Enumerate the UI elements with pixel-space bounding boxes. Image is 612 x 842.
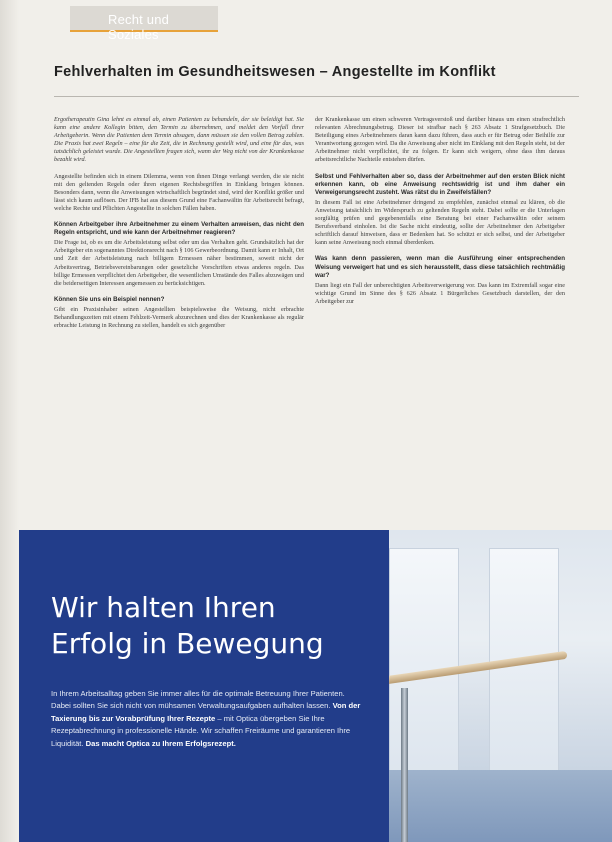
ad-body-plain: – mit Optica übergeben Sie Ihre Rezeptabrechnung in professionelle Hände. Wir schaffen Freiräume und garantieren Ihre Liquidität. [51, 713, 351, 748]
interview-question: Selbst und Fehlverhalten aber so, dass der Arbeitnehmer auf den ersten Blick nicht erkennen kann, ob eine Anweisung rechtswidrig ist und ihm daher ein Verweigerungsrecht zusteht. Was rätst du in Zweifelsfällen? [315, 172, 565, 196]
ad-body-plain: In Ihrem Arbeitsalltag geben Sie immer alles für die optimale Betreuung Ihrer Patienten. Dabei sollten Sie sich nicht von mühsamen Verwaltungsaufgaben aufhalten lassen. [51, 689, 345, 711]
article-title: Fehlverhalten im Gesundheitswesen – Angestellte im Konflikt [54, 64, 496, 80]
photo-window [389, 548, 459, 778]
ad-body-text [51, 688, 361, 750]
ad-headline [51, 590, 381, 662]
ad-body-bold: Von der Taxierung bis zur Vorabprüfung Ihrer Rezepte [51, 701, 361, 723]
section-label: Recht und Soziales [108, 12, 170, 42]
photo-floor [359, 770, 612, 842]
ad-headline-line: Wir halten Ihren [51, 591, 276, 624]
ad-body-bold: Das macht Optica zu Ihrem Erfolgsrezept. [85, 738, 236, 748]
ad-photo-therapy-room [359, 530, 612, 842]
advertisement [19, 530, 612, 842]
article-paragraph: Angestellte befinden sich in einem Dilemma, wenn von ihnen Dinge verlangt werden, die sie nicht mit den geltenden Regeln oder ihren eigenen Rechtsbegriffen in Einklang bringen können. Besonders dann, wenn die Anweisungen wirtschaftlich begründet sind, wird der Konflikt größer und lässt sich kaum auflösen. Der IFB hat aus diesem Grund eine Fachanwältin für Arbeitsrecht befragt, welche Rechte und Pflichten Angestellte in solchen Fällen haben. [54, 172, 304, 212]
interview-question: Was kann denn passieren, wenn man die Ausführung einer entsprechenden Weisung verweigert hat und es sich herausstellt, dass diese tatsächlich rechtmäßig war? [315, 255, 565, 279]
section-tab [70, 6, 218, 42]
interview-question: Können Sie uns ein Beispiel nennen? [54, 295, 165, 303]
article-paragraph: In diesem Fall ist eine Arbeitnehmer dringend zu empfehlen, zunächst einmal zu klären, ob die Anweisung tatsächlich im Widerspruch zu geltenden Regeln steht. Dabei sollte er die Unterlagen sorgfältig prüfen und gegebenenfalls eine Beratung bei einer Fachanwältin oder seinem Berufsverband einholen. Ist die Sache nicht eindeutig, sollte der Arbeitnehmer den Arbeitgeber schriftlich darauf hinweisen, dass er Bedenken hat. So schützt er sich selbst, und der Arbeitgeber kann seine Anweisung noch einmal überdenken. [315, 198, 565, 247]
photo-bar-post [401, 688, 408, 842]
article-column-right [315, 116, 565, 314]
page-gutter-shadow [0, 0, 19, 842]
ad-text-panel [19, 530, 389, 842]
article-paragraph: Dann liegt ein Fall der unberechtigten Arbeitsverweigerung vor. Das kann im Extremfall sogar eine wichtige Grund im Sinne des § 626 Absatz 1 Bürgerliches Gesetzbuch darstellen, der den Arbeitgeber zur [315, 281, 565, 305]
article-paragraph: der Krankenkasse um einen schweren Vertragsverstoß und darüber hinaus um einen strafrechtlich relevanten Abrechnungsbetrug. Dieser ist strafbar nach § 263 Absatz 1 Strafgesetzbuch. Die Beteiligung eines Arbeitnehmers daran kann dazu führen, dass auch er für Betrug oder Beihilfe zur Verantwortung gezogen wird. Da die Anweisung aber nicht im Einklang mit den Regeln steht, ist der Arbeitnehmer nicht verpflichtet, ihr zu folgen. Er kann sich weigern, ohne dass ihm daraus arbeitsrechtliche Nachteile entstehen dürfen. [315, 116, 565, 164]
article-paragraph: Die Frage ist, ob es um die Arbeitsleistung selbst oder um das Verhalten geht. Grundsätzlich hat der Arbeitgeber ein sogenanntes Direktionsrecht nach § 106 Gewerbeordnung. Damit kann er Inhalt, Ort und Zeit der Arbeitsleistung nach billigem Ermessen näher bestimmen, soweit nicht der Arbeitsvertrag, Betriebsvereinbarungen oder gesetzliche Vorschriften etwas anderes regeln. Das billige Ermessen verpflichtet den Arbeitgeber, die wesentlichen Umstände des Falles abzuwägen und die beiderseitigen Interessen angemessen zu berücksichtigen. [54, 239, 304, 287]
ad-headline-line: Erfolg in Bewegung [51, 627, 324, 660]
article-column-left [54, 116, 304, 338]
title-divider [54, 96, 579, 97]
article-intro: Ergotherapeutin Gina lehnt es einmal ab, einen Patienten zu behandeln, der sie beleidigt hat. Sie kann eine andere Kollegin bitten, den Termin zu übernehmen, und meldet den Vorfall ihrer Arbeitgeberin. Wenn die Patienten dem Termin absagen, dann müssen sie den vollen Betrag zahlen. Die Praxis hat zwei Regeln – eine für die Zeit, die in Rechnung gestellt wird, und eine für das, was tatsächlich geleistet wurde. Die Angestellten fragen sich, wann der Weg nicht von der Krankenkasse bezahlt wird. [54, 116, 304, 164]
article-paragraph: Gibt ein Praxisinhaber seinen Angestellten beispielsweise die Weisung, nicht erbrachte Behandlungszeiten mit einem Fehlzeit-Vermerk abzurechnen und dies der Krankenkasse als regulär erbrachte Leistung in Rechnung zu stellen, handelt es sich gegenüber [54, 305, 304, 330]
interview-question: Können Arbeitgeber ihre Arbeitnehmer zu einem Verhalten anweisen, das nicht den Regeln entspricht, und wie kann der Arbeitnehmer reagieren? [54, 221, 304, 237]
